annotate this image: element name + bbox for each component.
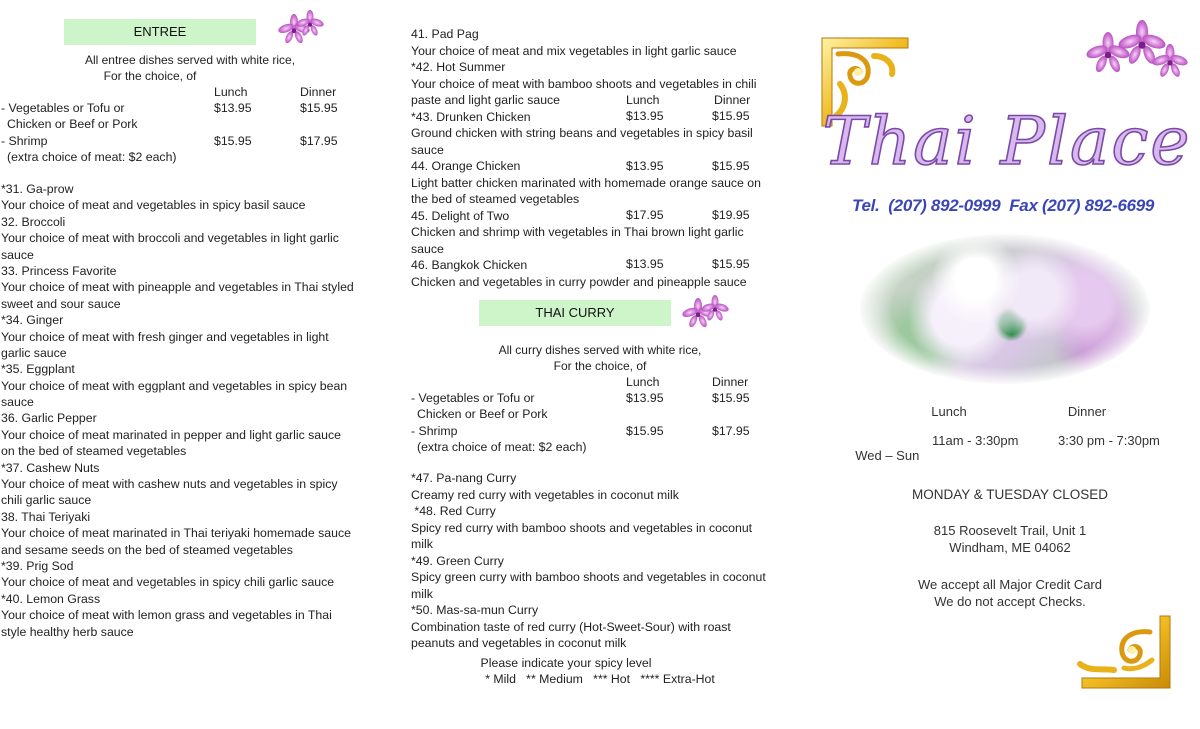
dish-line: *48. Red Curry xyxy=(411,504,496,518)
hours-dinner: 3:30 pm - 7:30pm xyxy=(1058,433,1160,448)
dish-lunch-price: $13.95 xyxy=(626,109,664,123)
entree-option-dinner-price: $15.95 xyxy=(300,101,338,115)
entree-lunch-label: Lunch xyxy=(214,85,248,99)
spicy-level-options: * Mild ** Medium *** Hot **** Extra-Hot xyxy=(485,672,715,686)
curry-dish-list xyxy=(411,470,766,652)
dish-line: Your choice of meat and vegetables in spicy chili garlic sauce xyxy=(1,575,335,590)
spicy-level-title: Please indicate your spicy level xyxy=(480,656,652,670)
entree-dinner-label: Dinner xyxy=(300,85,337,99)
curry-option-line: Chicken or Beef or Pork xyxy=(417,407,548,421)
spicy-level-note xyxy=(416,655,716,671)
dish-line: Your choice of meat marinated in pepper and light garlic sauce xyxy=(1,427,341,442)
address xyxy=(860,522,1160,556)
dish-lunch-price: $13.95 xyxy=(626,257,664,271)
dish-line: Spicy red curry with bamboo shoots and vegetables in coconut xyxy=(411,520,753,535)
entree-option-lunch-price: $15.95 xyxy=(214,134,252,148)
entree-option-line: - Vegetables or Tofu or xyxy=(1,101,125,115)
dish-line: milk xyxy=(411,537,433,551)
orchid-flower-icon xyxy=(278,8,326,48)
dish-line: Chicken and vegetables in curry powder and pineapple sauce xyxy=(411,274,747,289)
orchid-flower-icon xyxy=(682,292,730,332)
dish-line: *37. Cashew Nuts xyxy=(1,460,100,475)
dish-dinner-price: $19.95 xyxy=(712,208,750,222)
dish-line: Spicy green curry with bamboo shoots and vegetables in coconut xyxy=(411,570,766,584)
dish-dinner-price: $15.95 xyxy=(712,257,750,271)
title-script xyxy=(822,80,1192,180)
curry-lunch-label: Lunch xyxy=(626,375,660,389)
dish-line: Your choice of meat with bamboo shoots and vegetables in chili xyxy=(411,76,757,91)
closed-days: MONDAY & TUESDAY CLOSED xyxy=(911,487,1109,502)
dish-line: 46. Bangkok Chicken xyxy=(411,258,528,272)
dish-line: 41. Pad Pag xyxy=(411,27,479,41)
dish-line: *39. Prig Sod xyxy=(1,558,74,573)
entree-intro-line: All entree dishes served with white rice, xyxy=(84,53,296,67)
dish-line: garlic sauce xyxy=(1,345,67,360)
dish-line: Your choice of meat with broccoli and vegetables in light garlic xyxy=(1,231,339,246)
dish-line: Chicken and shrimp with vegetables in Thai brown light garlic xyxy=(411,225,744,239)
dish-line: sauce xyxy=(1,395,34,410)
entree-option xyxy=(1,133,177,165)
dish-line: peanuts and vegetables in coconut milk xyxy=(411,636,627,650)
dish-dinner-price: $15.95 xyxy=(712,159,750,173)
hours-row xyxy=(848,433,919,463)
dish-line: the bed of steamed vegetables xyxy=(411,192,580,206)
dish-line: Your choice of meat with eggplant and vegetables in spicy bean xyxy=(1,378,348,393)
hours-lunch-label: Lunch xyxy=(931,404,967,419)
dish-line: sauce xyxy=(411,142,444,157)
entree-option-dinner-price: $17.95 xyxy=(300,134,338,148)
entree-intro-line: For the choice, of xyxy=(103,69,197,83)
dish-line: *49. Green Curry xyxy=(411,553,504,568)
dish-line: chili garlic sauce xyxy=(1,493,92,508)
dish-line: *31. Ga-prow xyxy=(1,182,74,196)
curry-option-line: (extra choice of meat: $2 each) xyxy=(417,440,587,454)
orchid-flower-icon xyxy=(1086,22,1186,84)
dish-line: *34. Ginger xyxy=(1,313,64,328)
entree-option-line: (extra choice of meat: $2 each) xyxy=(7,150,177,164)
dish-lunch-price: $13.95 xyxy=(626,159,664,173)
dish-line: *35. Eggplant xyxy=(1,362,75,377)
curry-dinner-label: Dinner xyxy=(712,375,749,389)
dish-line: Combination taste of red curry (Hot-Sweet-Sour) with roast xyxy=(411,619,731,634)
hours-lunch: 11am - 3:30pm xyxy=(932,433,1019,448)
dish-line: 44. Orange Chicken xyxy=(411,159,521,173)
dish-line: *50. Mas-sa-mun Curry xyxy=(411,603,539,617)
dish-line: style healthy herb sauce xyxy=(1,624,134,639)
curry-option-dinner-price: $15.95 xyxy=(712,391,750,405)
entree-intro xyxy=(40,53,340,85)
dish-line: Light batter chicken marinated with homemade orange sauce on xyxy=(411,175,761,190)
dish-line: sauce xyxy=(1,247,34,262)
curry-header: THAI CURRY xyxy=(479,300,671,326)
entree-option-lunch-price: $13.95 xyxy=(214,101,252,115)
curry-intro-line: All curry dishes served with white rice, xyxy=(498,343,702,357)
curry-intro-line: For the choice, of xyxy=(553,359,647,373)
entree-header: ENTREE xyxy=(64,19,256,45)
payment-info xyxy=(860,576,1160,610)
dish-line: sauce xyxy=(411,241,444,256)
restaurant-title xyxy=(822,80,1192,180)
dish-line: 33. Princess Favorite xyxy=(1,263,117,278)
dish-line: milk xyxy=(411,586,433,601)
curry-intro xyxy=(450,343,750,375)
dish-line: Your choice of meat with fresh ginger and vegetables in light xyxy=(1,329,329,344)
entree-option-line: Chicken or Beef or Pork xyxy=(7,117,138,131)
curry-option-lunch-price: $13.95 xyxy=(626,391,664,405)
curry-option xyxy=(411,390,548,422)
hours-days: Wed – Sun xyxy=(855,448,920,463)
dish-line: *42. Hot Summer xyxy=(411,60,506,74)
curry-option-lunch-price: $15.95 xyxy=(626,424,664,438)
dish-line: Your choice of meat with cashew nuts and vegetables in spicy xyxy=(1,477,338,492)
dish-line: paste and light garlic sauce xyxy=(411,93,561,107)
dish-line: *40. Lemon Grass xyxy=(1,591,101,606)
dish-line: Your choice of meat and vegetables in spicy basil sauce xyxy=(1,198,306,213)
curry-option xyxy=(411,423,587,455)
address-line: 815 Roosevelt Trail, Unit 1 xyxy=(933,523,1087,538)
entree-option xyxy=(1,100,138,132)
curry-option-line: - Shrimp xyxy=(411,424,458,438)
curry-option-line: - Vegetables or Tofu or xyxy=(411,391,535,405)
dish-line: Your choice of meat with pineapple and vegetables in Thai styled xyxy=(1,280,354,295)
payment-line: We accept all Major Credit Card xyxy=(918,577,1102,592)
hours-dinner-label: Dinner xyxy=(1067,404,1107,419)
dish-line: Ground chicken with string beans and vegetables in spicy basil xyxy=(411,126,753,140)
dish-line: *47. Pa-nang Curry xyxy=(411,471,517,485)
dish-line: 36. Garlic Pepper xyxy=(1,411,97,426)
dish-line: Creamy red curry with vegetables in coconut milk xyxy=(411,487,679,502)
dish-line: 38. Thai Teriyaki xyxy=(1,509,91,524)
gold-ornament-icon xyxy=(1062,612,1174,692)
phone-fax: Tel. (207) 892-0999 Fax (207) 892-6699 xyxy=(852,196,1155,215)
dish-line: sweet and sour sauce xyxy=(1,296,121,311)
dish-line: Your choice of meat marinated in Thai teriyaki homemade sauce xyxy=(1,526,351,541)
entree-option-line: - Shrimp xyxy=(1,134,48,148)
dish-dinner-price: $15.95 xyxy=(712,109,750,123)
flower-photo xyxy=(860,234,1150,384)
middle-lunch-label: Lunch xyxy=(626,93,660,107)
dish-lunch-price: $17.95 xyxy=(626,208,664,222)
curry-option-dinner-price: $17.95 xyxy=(712,424,750,438)
middle-dinner-label: Dinner xyxy=(714,93,751,107)
restaurant-title-text: Thai Place xyxy=(822,103,1192,180)
dish-line: 45. Delight of Two xyxy=(411,208,510,223)
middle-dish-list xyxy=(411,26,761,290)
dish-line: Your choice of meat and mix vegetables in light garlic sauce xyxy=(411,43,737,58)
dish-line: 32. Broccoli xyxy=(1,214,66,229)
entree-dish-list xyxy=(1,181,354,640)
dish-line: on the bed of steamed vegetables xyxy=(1,444,187,459)
payment-line: We do not accept Checks. xyxy=(934,594,1086,609)
dish-line: *43. Drunken Chicken xyxy=(411,109,531,124)
address-line: Windham, ME 04062 xyxy=(949,540,1071,555)
dish-line: Your choice of meat with lemon grass and vegetables in Thai xyxy=(1,608,332,623)
dish-line: and sesame seeds on the bed of steamed vegetables xyxy=(1,542,293,557)
